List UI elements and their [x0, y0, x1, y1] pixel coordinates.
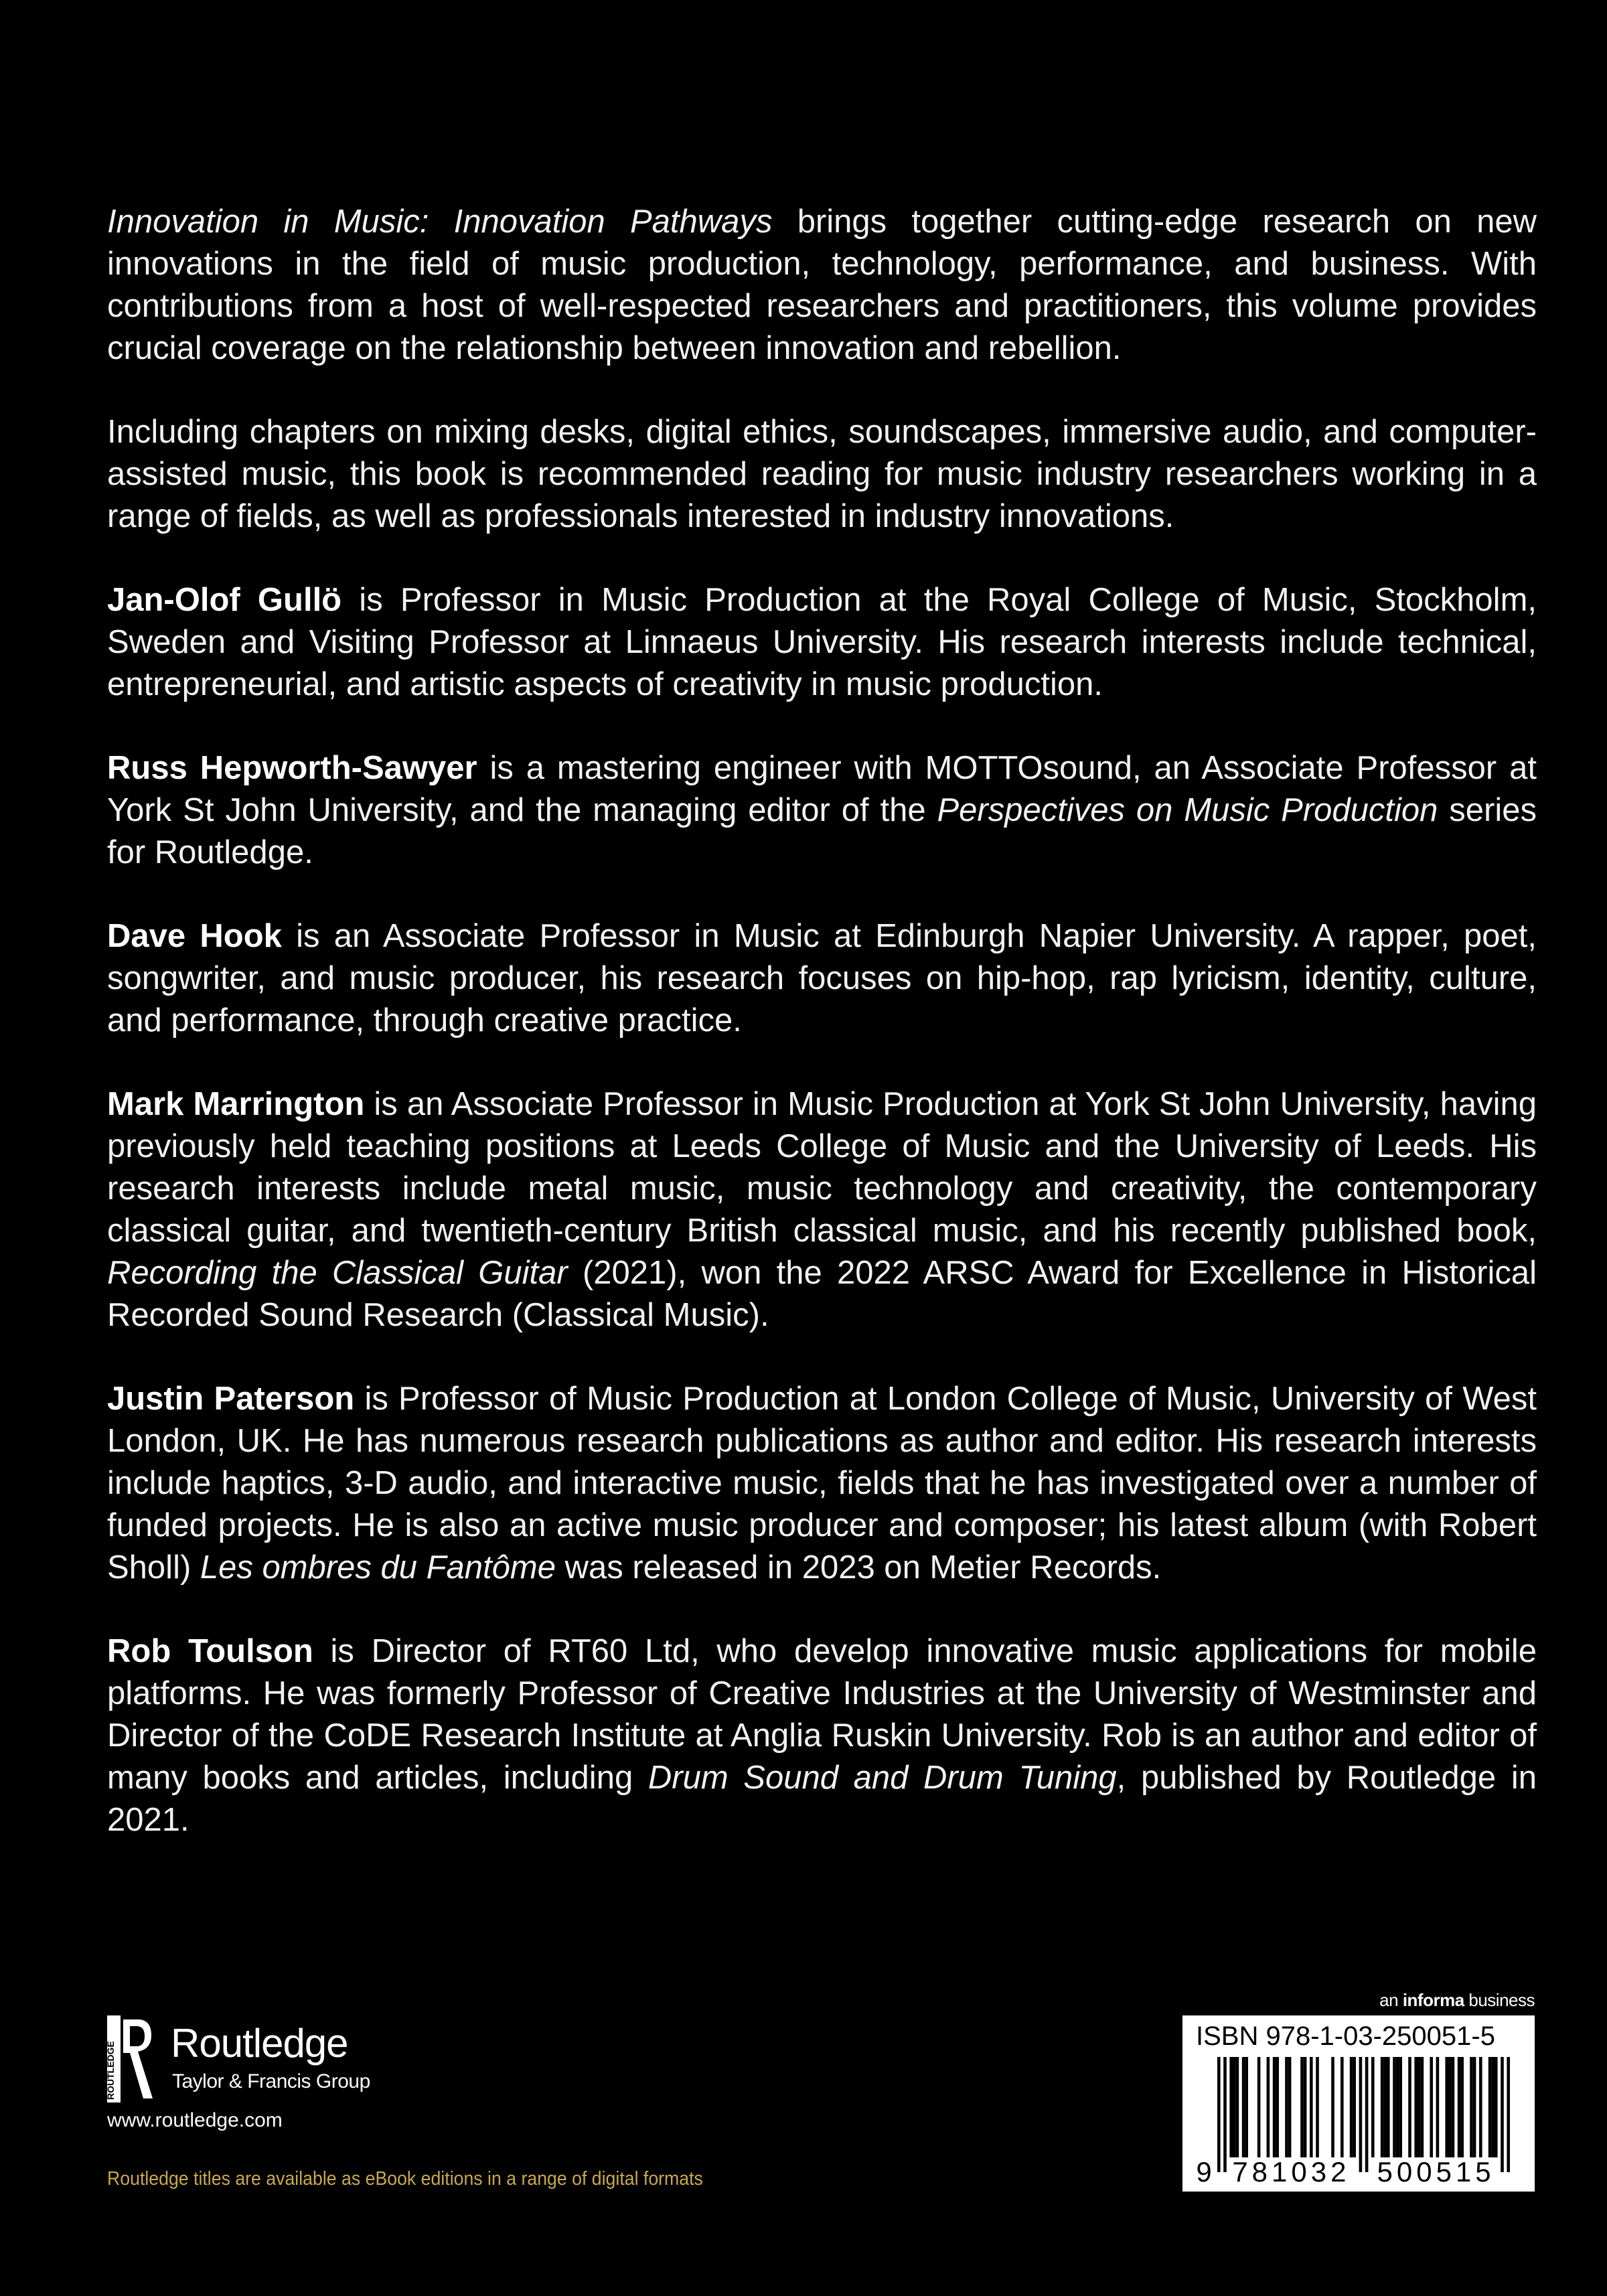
title-italic: Recording the Classical Guitar: [107, 1255, 568, 1291]
paragraph-bio-toulson: [107, 1630, 1537, 1841]
barcode-bar: [1491, 2057, 1495, 2157]
author-name: Mark Marrington: [107, 1086, 365, 1122]
barcode-bar: [1396, 2057, 1399, 2157]
ebook-note: Routledge titles are available as eBook editions in a range of digital formats: [107, 2168, 703, 2190]
barcode-bar: [1257, 2057, 1261, 2157]
barcode-bar: [1418, 2057, 1421, 2157]
barcode-bar: [1233, 2057, 1236, 2157]
barcode-bar: [1267, 2057, 1270, 2157]
isbn-barcode: [1182, 2015, 1535, 2192]
barcode-bar: [1229, 2057, 1233, 2157]
barcode-bar: [1421, 2057, 1424, 2157]
barcode-bar: [1273, 2057, 1276, 2157]
paragraph-text: is Director of RT60 Ltd, who develop innovative music applications for mobile platforms. He was formerly Professor of Creative Industries at the University of Westminster and Director of the CoDE Research Institute at Anglia Ruskin University. Rob is an author and editor of many books and articles, including: [107, 1633, 1537, 1796]
barcode-bar: [1460, 2057, 1464, 2157]
barcode-bar: [1359, 2057, 1363, 2172]
paragraph-text: series for Routledge.: [107, 792, 1537, 870]
title-italic: Les ombres du Fantôme: [200, 1549, 556, 1586]
barcode-bar: [1288, 2057, 1292, 2157]
barcode-bar: [1495, 2057, 1498, 2157]
barcode-bar: [1223, 2057, 1227, 2172]
barcode-bar: [1365, 2057, 1369, 2172]
barcode-bar: [1452, 2057, 1455, 2157]
barcode-bar: [1436, 2057, 1440, 2157]
paragraph-bio-hepworth-sawyer: [107, 747, 1537, 874]
barcode-bar: [1353, 2057, 1356, 2157]
paragraph-text: is an Associate Professor in Music at Edinburgh Napier University. A rapper, poet, songwriter, and music producer, his research focuses on hip-hop, rap lyricism, identity, culture, and performance, through creative practice.: [107, 918, 1537, 1039]
paragraph-bio-marrington: [107, 1083, 1537, 1336]
barcode-bar: [1445, 2057, 1448, 2157]
barcode-bar: [1430, 2057, 1433, 2157]
barcode-bar: [1393, 2057, 1396, 2157]
barcode-bar: [1501, 2057, 1504, 2172]
barcode-bar: [1488, 2057, 1492, 2157]
author-name: Russ Hepworth-Sawyer: [107, 750, 477, 786]
paragraph-text: is a mastering engineer with MOTTOsound, an Associate Professor at York St John University, and the managing editor of the: [107, 750, 1537, 828]
barcode-bar: [1350, 2057, 1353, 2157]
barcode-bar: [1381, 2057, 1384, 2157]
paragraph-text: is Professor of Music Production at London College of Music, University of West London, UK. He has numerous research publications as author and editor. His research interests include haptics, 3-D audio, and interactive music, fields that he has investigated over a number of funded projects. He is also an active music producer and composer; his latest album (with Robert Sholl): [107, 1381, 1537, 1586]
barcode-bar: [1242, 2057, 1245, 2157]
barcode-bar: [1414, 2057, 1418, 2157]
paragraph-text: is an Associate Professor in Music Production at York St John University, having previously held teaching positions at Leeds College of Music and the University of Leeds. His research interests include metal music, music technology and creativity, the contemporary classical guitar, and twentieth-century British classical music, and his recently published book,: [107, 1086, 1537, 1249]
routledge-r-icon: [107, 2015, 154, 2102]
barcode-bar: [1236, 2057, 1239, 2157]
barcode-bar: [1300, 2057, 1304, 2157]
barcode-bar: [1383, 2057, 1387, 2157]
barcode-bar: [1341, 2057, 1344, 2157]
barcode-digits: 9: [1196, 2156, 1212, 2188]
informa-business-tag: [1138, 1990, 1535, 2010]
publisher-url: www.routledge.com: [107, 2109, 283, 2131]
barcode-bar: [1217, 2057, 1221, 2172]
barcode-icon: [1195, 2057, 1523, 2188]
informa-prefix: an: [1379, 1990, 1403, 2010]
paragraph-text: Including chapters on mixing desks, digital ethics, soundscapes, immersive audio, and computer-assisted music, this book is recommended reading for music industry researchers working in a range of fields, as well as professionals interested in industry innovations.: [107, 414, 1537, 534]
title-italic: Drum Sound and Drum Tuning: [647, 1760, 1117, 1796]
barcode-bar: [1316, 2057, 1319, 2157]
author-name: Rob Toulson: [107, 1633, 313, 1669]
isbn-label: ISBN 978-1-03-250051-5: [1196, 2021, 1495, 2051]
barcode-bar: [1304, 2057, 1307, 2157]
barcode-digits: 500515: [1377, 2156, 1495, 2188]
author-name: Dave Hook: [107, 918, 282, 954]
paragraph-intro: [107, 201, 1537, 370]
barcode-bar: [1387, 2057, 1390, 2157]
barcode-bar: [1371, 2057, 1375, 2157]
barcode-bar: [1458, 2057, 1461, 2157]
barcode-bar: [1479, 2057, 1482, 2157]
barcode-bar: [1331, 2057, 1334, 2157]
back-cover-text: [107, 201, 1537, 1883]
informa-brand: informa: [1402, 1990, 1464, 2010]
paragraph-bio-paterson: [107, 1378, 1537, 1589]
barcode-bar: [1470, 2057, 1473, 2157]
barcode-bar: [1310, 2057, 1313, 2157]
paragraph-text: is Professor in Music Production at the Royal College of Music, Stockholm, Sweden and Visiting Professor at Linnaeus University. His research interests include technical, entrepreneurial, and artistic aspects of creativity in music production.: [107, 582, 1537, 702]
paragraph-chapters: [107, 411, 1537, 538]
title-italic: Innovation in Music: Innovation Pathways: [107, 204, 773, 240]
svg-text:ROUTLEDGE: ROUTLEDGE: [105, 2041, 116, 2100]
barcode-bar: [1408, 2057, 1411, 2157]
publisher-logo: [107, 2015, 455, 2102]
barcode-bar: [1276, 2057, 1279, 2157]
author-name: Jan-Olof Gullö: [107, 582, 342, 618]
barcode-bar: [1285, 2057, 1288, 2157]
barcode-bar: [1507, 2057, 1510, 2172]
barcode-bar: [1448, 2057, 1452, 2157]
barcode-digits: 781032: [1232, 2156, 1351, 2188]
barcode-bar: [1399, 2057, 1402, 2157]
paragraph-text: (2021), won the 2022 ARSC Award for Excellence in Historical Recorded Sound Research (Classical Music).: [107, 1255, 1537, 1333]
barcode-bar: [1245, 2057, 1248, 2157]
author-name: Justin Paterson: [107, 1381, 355, 1417]
paragraph-bio-gullo: [107, 579, 1537, 706]
publisher-name: Routledge: [171, 2021, 348, 2066]
paragraph-bio-hook: [107, 915, 1537, 1042]
paragraph-text: brings together cutting-edge research on new innovations in the field of music production, technology, performance, and business. With contributions from a host of well-respected researchers and practitioners, this volume provides crucial coverage on the relationship between innovation and rebellion.: [107, 204, 1537, 366]
publisher-group: Taylor & Francis Group: [172, 2070, 370, 2092]
paragraph-text: was released in 2023 on Metier Records.: [556, 1549, 1162, 1586]
title-italic: Perspectives on Music Production: [937, 792, 1438, 828]
paragraph-text: , published by Routledge in 2021.: [107, 1760, 1537, 1838]
barcode-bar: [1473, 2057, 1476, 2157]
informa-suffix: business: [1464, 1990, 1535, 2010]
